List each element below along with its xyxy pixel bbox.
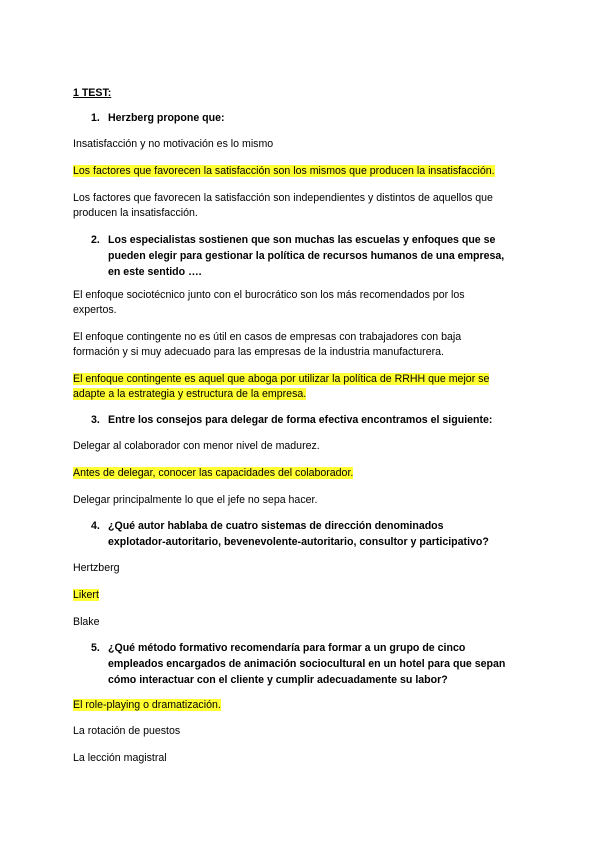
- question-text: pueden elegir para gestionar la política de recursos humanos de una empresa,: [108, 250, 505, 262]
- page-title: 1 TEST:: [73, 87, 112, 99]
- question-number: 4.: [91, 520, 100, 532]
- answer-option-highlighted: El enfoque contingente es aquel que aboga por utilizar la política de RRHH que mejor se: [73, 373, 490, 385]
- answer-option: El enfoque sociotécnico junto con el burocrático son los más recomendados por los: [73, 289, 465, 301]
- question-text: explotador-autoritario, bevenevolente-autoritario, consultor y participativo?: [108, 536, 489, 548]
- answer-option: Hertzberg: [73, 562, 120, 574]
- answer-option: Insatisfacción y no motivación es lo mismo: [73, 138, 274, 150]
- question-5: [91, 640, 505, 688]
- question-text: empleados encargados de animación sociocultural en un hotel para que sepan: [108, 658, 506, 670]
- answer-option: Delegar principalmente lo que el jefe no sepa hacer.: [73, 494, 318, 506]
- answer-option-continued: expertos.: [73, 304, 117, 316]
- answer-option: El enfoque contingente no es útil en casos de empresas con trabajadores con baja: [73, 331, 462, 343]
- question-text: en este sentido ….: [108, 266, 202, 278]
- question-text: ¿Qué autor hablaba de cuatro sistemas de dirección denominados: [108, 520, 444, 532]
- answer-option-continued: formación y si muy adecuado para las empresas de la industria manufacturera.: [73, 346, 444, 358]
- question-text: Los especialistas sostienen que son muchas las escuelas y enfoques que se: [108, 234, 496, 246]
- question-text: Entre los consejos para delegar de forma efectiva encontramos el siguiente:: [108, 414, 493, 426]
- question-1: [91, 110, 225, 126]
- answer-option: La rotación de puestos: [73, 725, 181, 737]
- question-text: ¿Qué método formativo recomendaría para formar a un grupo de cinco: [108, 642, 466, 654]
- question-number: 3.: [91, 414, 100, 426]
- question-3: [91, 412, 492, 428]
- answer-option-highlighted: Antes de delegar, conocer las capacidades del colaborador.: [73, 467, 354, 479]
- answer-option: Blake: [73, 616, 100, 628]
- question-number: 2.: [91, 234, 100, 246]
- question-number: 1.: [91, 112, 100, 124]
- answer-option-highlighted: Likert: [73, 589, 99, 601]
- answer-option-highlighted: adapte a la estrategia y estructura de la empresa.: [73, 388, 307, 400]
- question-2: [91, 232, 504, 280]
- answer-option-highlighted: El role-playing o dramatización.: [73, 699, 221, 711]
- question-text: Herzberg propone que:: [108, 112, 225, 124]
- answer-option: Delegar al colaborador con menor nivel de madurez.: [73, 440, 320, 452]
- question-text: cómo interactuar con el cliente y cumplir adecuadamente su labor?: [108, 674, 448, 686]
- answer-option: La lección magistral: [73, 752, 167, 764]
- question-number: 5.: [91, 642, 100, 654]
- question-4: [91, 518, 489, 550]
- answer-option-continued: producen la insatisfacción.: [73, 207, 198, 219]
- answer-option: Los factores que favorecen la satisfacción son independientes y distintos de aquellos que: [73, 192, 493, 204]
- answer-option-highlighted: Los factores que favorecen la satisfacción son los mismos que producen la insatisfacción.: [73, 165, 495, 177]
